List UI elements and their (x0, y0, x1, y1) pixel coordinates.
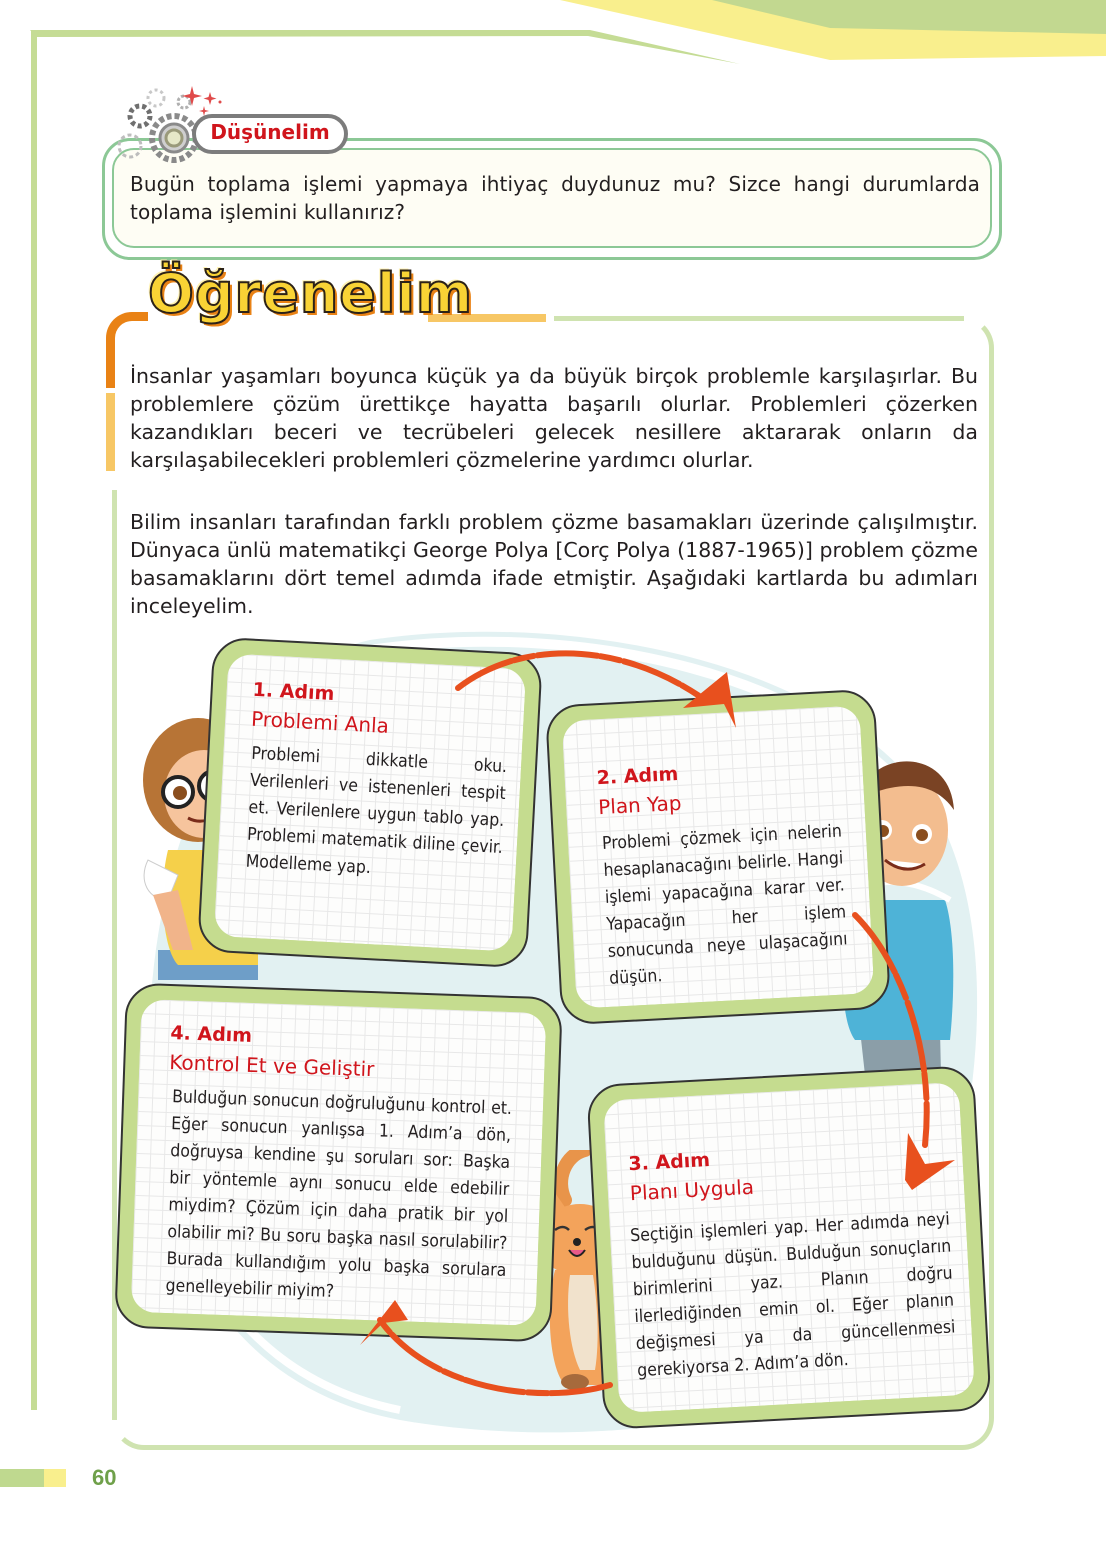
step-card-3 (586, 1065, 992, 1430)
card-step-label: 2. Adım (596, 762, 679, 790)
card-step-label: 1. Adım (252, 678, 335, 705)
learn-paragraph-2: Bilim insanları tarafından farklı problem çözme basamakları üzerinde çalışılmıştır. Dünyaca ünlü matematikçi George Polya [Corç Polya (1887-1965)] problem çözme basamaklarını dört temel adımda ifade etmiştir. Aşağıdaki kartlarda bu adımları inceleyelim. (130, 510, 978, 618)
page-number: 60 (92, 1465, 117, 1490)
footer-yellow-bar (44, 1469, 66, 1487)
card-title: Kontrol Et ve Geliştir (168, 1050, 375, 1082)
page-frame-left (31, 30, 37, 1410)
step-card-4 (114, 982, 563, 1342)
learn-title: Öğrenelim (148, 262, 474, 325)
learn-paragraph-1: İnsanlar yaşamları boyunca küçük ya da büyük birçok problemle karşılaşırlar. Bu problemlere çözüm ürettikçe hayatta başarılı olurlar. Problemleri çözerken kazandıkları beceri ve tecrübeleri gelecek nesillere aktararak onların da karşılaşabilecekleri problemleri çözmelerine yardımcı olurlar. (130, 364, 978, 472)
card-body: Seçtiğin işlemleri yap. Her adımda neyi bulduğunu düşün. Bulduğun sonuçların birimlerini yaz. Planın doğru ilerlediğinden emin ol. Eğer planın değişmesi ya da güncellenmesi gerekiyorsa 2. Adım’a dön. (629, 1209, 956, 1382)
card-body: Problemi çözmek için nelerin hesaplanacağını belirle. Hangi işlemi yapacağına karar ver. Yapacağın her işlem sonucunda neye ulaşacağını düşün. (601, 821, 849, 989)
card-title: Plan Yap (597, 790, 683, 820)
card-step-label: 3. Adım (627, 1149, 711, 1176)
step-card-2 (545, 689, 891, 1026)
card-body: Bulduğun sonucun doğruluğunu kontrol et. Eğer sonucun yanlışsa 1. Adım’a dön, doğruysa kendine şu soruları sor: Başka bir yöntemle aynı sonucu elde edebilir miydim? Çözüm için daha pratik bir yol olabilir mi? Bu soru başka nasıl sorulabilir? Burada kullandığım yolu başka sorulara genelleyebilir miyim? (165, 1087, 513, 1302)
yellow-bracket-bar (106, 393, 115, 471)
orange-bracket-bar (106, 370, 115, 388)
footer-green-bar (0, 1469, 44, 1487)
think-question: Bugün toplama işlemi yapmaya ihtiyaç duydunuz mu? Sizce hangi durumlarda toplama işlemini kullanırız? (130, 172, 980, 224)
learn-frame-top (554, 316, 964, 321)
think-tab-label: Düşünelim (210, 120, 330, 144)
card-step-label: 4. Adım (170, 1022, 253, 1047)
card-title: Problemi Anla (250, 706, 390, 738)
step-card-1 (197, 637, 543, 969)
top-decoration-stripes (0, 0, 1106, 80)
card-body: Problemi dikkatle oku. Verilenleri ve istenenleri tespit et. Verilenlere uygun tablo yap. Problemi matematik diline çevir. Modelleme yap. (245, 743, 508, 879)
card-title: Planı Uygula (629, 1174, 755, 1206)
